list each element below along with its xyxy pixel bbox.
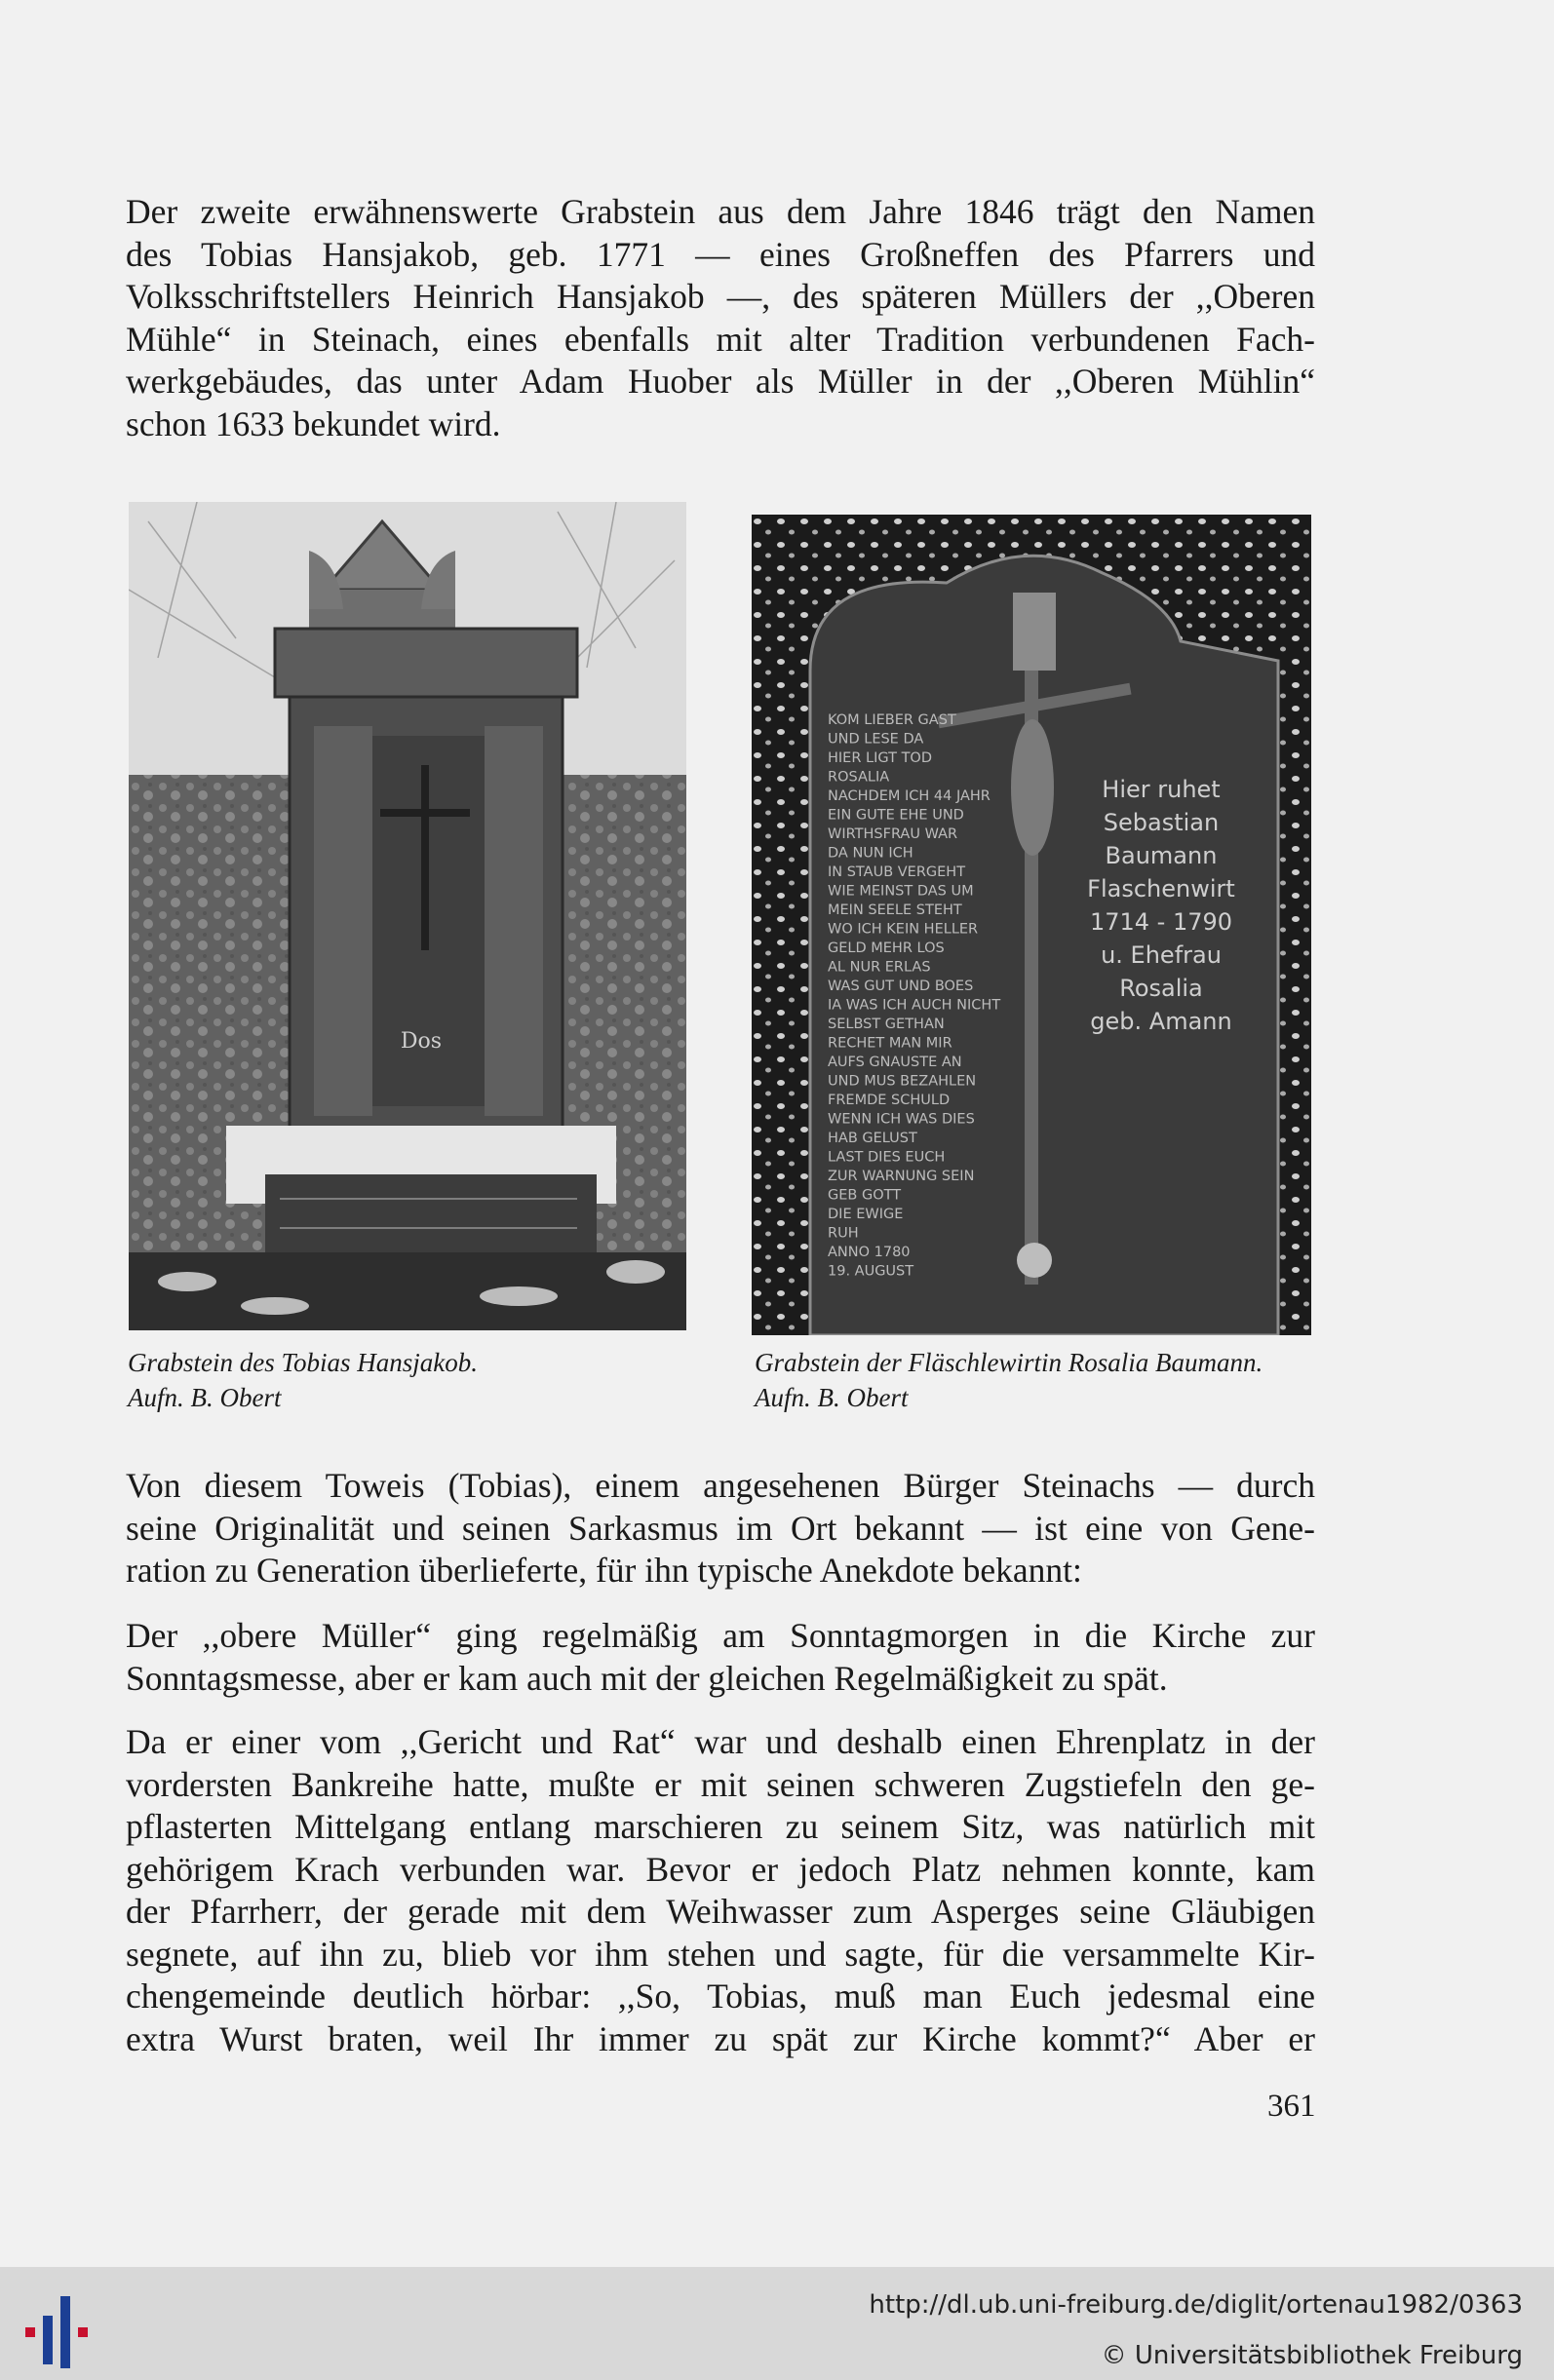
text-line: segnete, auf ihn zu, blieb vor ihm stehen und sagte, für die versammelte Kir- <box>126 1934 1315 1974</box>
inscription-line: SELBST GETHAN <box>828 1017 945 1032</box>
footer-copyright: © Universitätsbibliothek Freiburg <box>1101 2341 1523 2370</box>
inscription-line: WO ICH KEIN HELLER <box>828 921 979 938</box>
text-line: Von diesem Toweis (Tobias), einem angesehenen Bürger Steinachs — durch <box>126 1466 1315 1505</box>
gravestone-baumann-image <box>752 515 1311 1335</box>
paragraph-intro <box>126 191 1315 445</box>
inscription-line: Baumann <box>1105 842 1218 869</box>
inscription-line: geb. Amann <box>1090 1008 1232 1035</box>
inscription-line: WIE MEINST DAS UM <box>828 883 974 900</box>
caption-left-credit: Aufn. B. Obert <box>128 1383 282 1412</box>
inscription-line: 19. AUGUST <box>828 1263 914 1280</box>
text-line: Der ,,obere Müller“ ging regelmäßig am Sonntagmorgen in die Kirche zur <box>126 1616 1315 1655</box>
inscription-line: IN STAUB VERGEHT <box>828 864 966 880</box>
text-line: Der zweite erwähnenswerte Grabstein aus dem Jahre 1846 trägt den Namen <box>126 192 1315 231</box>
inscription-line: AL NUR ERLAS <box>828 959 931 976</box>
inscription-line: RECHET MAN MIR <box>828 1035 952 1052</box>
gravestone-hansjakob-image <box>129 502 686 1330</box>
text-line: der Pfarrherr, der gerade mit dem Weihwasser zum Asperges seine Gläubigen <box>126 1892 1315 1931</box>
inscription-line: WIRTHSFRAU WAR <box>828 826 958 842</box>
caption-right-credit: Aufn. B. Obert <box>755 1383 909 1412</box>
text-line: seine Originalität und seinen Sarkasmus im Ort bekannt — ist eine von Gene- <box>126 1508 1315 1548</box>
text-line: werkgebäudes, das unter Adam Huober als Müller in der ,,Oberen Mühlin“ <box>126 362 1315 401</box>
inscription-line: NACHDEM ICH 44 JAHR <box>828 788 991 804</box>
inscription-line: HAB GELUST <box>828 1131 917 1146</box>
inscription-line: u. Ehefrau <box>1101 941 1222 969</box>
paragraph-mueller <box>126 1615 1315 1700</box>
caption-left <box>128 1345 478 1415</box>
inscription-line: UND LESE DA <box>828 731 924 748</box>
inscription-line: RUH <box>828 1225 859 1242</box>
inscription-line: Flaschenwirt <box>1087 875 1235 902</box>
inscription-line: ANNO 1780 <box>828 1245 911 1260</box>
text-line: Mühle“ in Steinach, eines ebenfalls mit alter Tradition verbundenen Fach- <box>126 319 1315 359</box>
inscription-line: Sebastian <box>1103 809 1220 836</box>
text-line: chengemeinde deutlich hörbar: ,,So, Tobias, muß man Euch jedesmal eine <box>126 1977 1315 2015</box>
text-line: Volksschriftstellers Heinrich Hansjakob —, des späteren Müllers der ,,Oberen <box>126 277 1315 316</box>
text-line: vordersten Bankreihe hatte, mußte er mit seinen schweren Zugstiefeln den ge- <box>126 1764 1315 1804</box>
inscription-line: 1714 - 1790 <box>1089 908 1233 936</box>
page-number: 361 <box>1267 2089 1316 2124</box>
text-line: extra Wurst braten, weil Ihr immer zu spät zur Kirche kommt?“ Aber er <box>126 2018 1315 2058</box>
inscription-line: WENN ICH WAS DIES <box>828 1111 975 1128</box>
inscription-line: FREMDE SCHULD <box>828 1093 951 1108</box>
text-line: des Tobias Hansjakob, geb. 1771 — eines Großneffen des Pfarrers und <box>126 234 1315 274</box>
inscription-line: ZUR WARNUNG SEIN <box>828 1169 975 1184</box>
ub-freiburg-logo-icon <box>18 2288 105 2376</box>
inscription-line: MEIN SEELE STEHT <box>828 902 962 918</box>
inscription-line: DIE EWIGE <box>828 1207 904 1222</box>
inscription-line: GELD MEHR LOS <box>828 940 945 956</box>
inscription-line: ROSALIA <box>828 769 890 786</box>
text-line: schon 1633 bekundet wird. <box>126 403 501 443</box>
footer-bar <box>0 2267 1554 2380</box>
inscription-line: KOM LIEBER GAST <box>828 712 956 728</box>
photo-gravestone-baumann <box>752 515 1311 1335</box>
inscription-line: WAS GUT UND BOES <box>828 979 974 994</box>
paragraph-toweis <box>126 1465 1315 1593</box>
inscription-line: UND MUS BEZAHLEN <box>828 1073 977 1090</box>
inscription-line: EIN GUTE EHE UND <box>828 807 964 824</box>
text-line: ration zu Generation überlieferte, für ihn typische Anekdote bekannt: <box>126 1551 1082 1590</box>
text-line: pflasterten Mittelgang entlang marschieren zu seinem Sitz, was natürlich mit <box>126 1807 1315 1846</box>
caption-left-title: Grabstein des Tobias Hansjakob. <box>128 1348 479 1377</box>
photo-gravestone-hansjakob <box>129 502 686 1330</box>
inscription-line: DA NUN ICH <box>828 845 913 862</box>
text-line: Sonntagsmesse, aber er kam auch mit der gleichen Regelmäßigkeit zu spät. <box>126 1658 1168 1698</box>
left-stone-inscription: Dos <box>400 1029 443 1054</box>
inscription-line: AUFS GNAUSTE AN <box>828 1055 962 1070</box>
footer-url-link[interactable]: http://dl.ub.uni-freiburg.de/diglit/ortenau1982/0363 <box>869 2290 1523 2320</box>
inscription-line: GEB GOTT <box>828 1187 902 1204</box>
caption-right <box>755 1345 1263 1415</box>
text-line: Da er einer vom ,,Gericht und Rat“ war und deshalb einen Ehrenplatz in der <box>126 1722 1315 1761</box>
inscription-line: Rosalia <box>1119 975 1203 1002</box>
paragraph-anecdote <box>126 1721 1315 2060</box>
inscription-line: HIER LIGT TOD <box>828 750 933 766</box>
inscription-line: Hier ruhet <box>1102 776 1221 803</box>
inscription-line: LAST DIES EUCH <box>828 1149 946 1166</box>
inscription-line: IA WAS ICH AUCH NICHT <box>828 997 1001 1014</box>
caption-right-title: Grabstein der Fläschlewirtin Rosalia Baumann. <box>755 1348 1263 1377</box>
text-line: gehörigem Krach verbunden war. Bevor er jedoch Platz nehmen konnte, kam <box>126 1849 1315 1889</box>
